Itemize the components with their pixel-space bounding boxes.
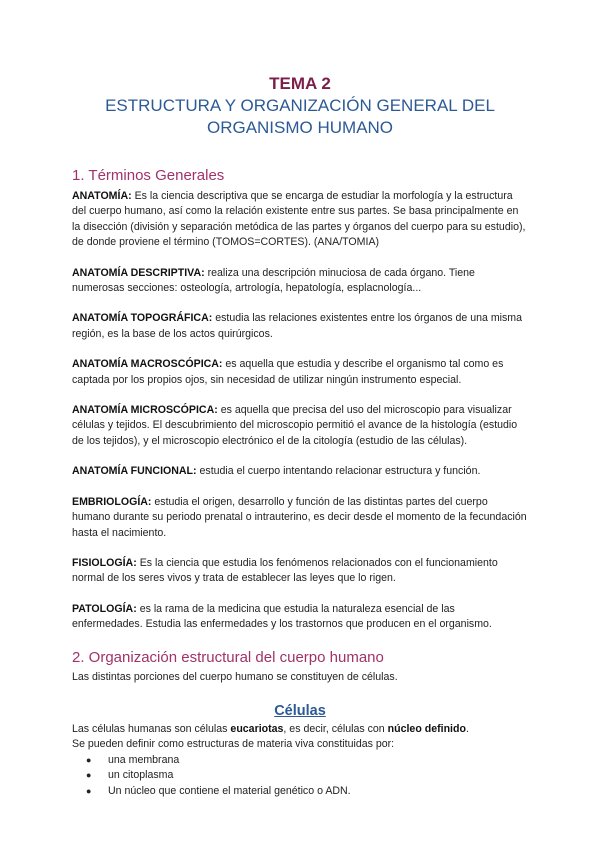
cells-paragraph-2: Se pueden definir como estructuras de materia viva constituidas por: <box>72 738 395 751</box>
term-text: realiza una descripción minuciosa de cada órgano. Tiene numerosas secciones: osteología, artrología, hepatología, esplacnología... <box>72 266 475 295</box>
term-text: estudia el cuerpo intentando relacionar estructura y función. <box>196 465 481 478</box>
term-text: Es la ciencia que estudia los fenómenos relacionados con el funcionamiento normal de los seres vivos y trata de establecer las leyes que lo rigen. <box>72 556 498 585</box>
term-label: EMBRIOLOGÍA: <box>72 495 152 508</box>
term-paragraph <box>72 602 528 633</box>
term-paragraph <box>72 464 528 479</box>
term-text: estudia las relaciones existentes entre los órganos de una misma región, es la base de los actos quirúrgicos. <box>72 312 523 340</box>
cells-text: . <box>465 722 469 735</box>
cells-emphasis-nucleo: núcleo definido <box>387 722 466 735</box>
section-1-heading: 1. Términos Generales <box>72 167 225 184</box>
cells-heading: Células <box>274 702 326 719</box>
section-2-heading: 2. Organización estructural del cuerpo humano <box>72 648 384 666</box>
list-item <box>72 784 528 799</box>
document-subtitle-line-1: ESTRUCTURA Y ORGANIZACIÓN GENERAL DEL <box>105 96 495 115</box>
cells-paragraph-1 <box>72 722 528 737</box>
cells-bullet-list <box>72 753 528 799</box>
document-subtitle-line-2: ORGANISMO HUMANO <box>206 118 394 137</box>
cells-text: , es decir, células con <box>283 722 388 735</box>
term-paragraph <box>72 495 528 541</box>
term-label: PATOLOGÍA: <box>72 602 137 615</box>
term-text: Es la ciencia descriptiva que se encarga de estudiar la morfología y la estructura del cuerpo humano, así como la relación existente entre sus partes. Se basa principalmente en la disección (división y separación metódica de las partes y órganos del cuerpo para su estudio), de donde proviene el término (TOMOS=CORTES). (ANA/TOMIA) <box>72 190 526 249</box>
list-item-text: Un núcleo que contiene el material genético o ADN. <box>108 784 351 797</box>
list-item-text: una membrana <box>108 753 180 766</box>
term-label: ANATOMÍA TOPOGRÁFICA: <box>72 312 213 325</box>
term-paragraph <box>72 556 528 587</box>
list-item <box>72 753 528 768</box>
list-item <box>72 768 528 783</box>
term-label: ANATOMÍA: <box>72 190 132 202</box>
bullet-icon: ● <box>86 770 92 781</box>
list-item-text: un citoplasma <box>108 769 174 782</box>
bullet-icon: ● <box>86 785 92 796</box>
section-2-intro: Las distintas porciones del cuerpo humano se constituyen de células. <box>72 670 398 683</box>
document-title: TEMA 2 <box>269 74 331 93</box>
term-paragraph <box>72 311 528 342</box>
term-label: ANATOMÍA MACROSCÓPICA: <box>72 358 223 371</box>
term-label: ANATOMÍA FUNCIONAL: <box>72 465 197 478</box>
term-paragraph <box>72 403 528 449</box>
bullet-icon: ● <box>86 754 92 765</box>
term-label: ANATOMÍA DESCRIPTIVA: <box>72 266 205 279</box>
term-paragraph <box>72 189 528 251</box>
term-paragraph <box>72 266 528 297</box>
cells-emphasis-eucariotas: eucariotas <box>230 722 284 735</box>
term-paragraph <box>72 357 528 388</box>
term-text: es la rama de la medicina que estudia la naturaleza esencial de las enfermedades. Estudia las enfermedades y los trastornos que producen en el organismo. <box>72 602 492 631</box>
cells-text: Las células humanas son células <box>72 722 231 735</box>
term-text: es aquella que precisa del uso del microscopio para visualizar células y tejidos. El descubrimiento del microscopio permitió el avance de la histología (estudio de los tejidos), y el microscopio electrónico el de la citología (estudio de las células). <box>72 404 518 447</box>
term-text: es aquella que estudia y describe el organismo tal como es captada por los propios ojos, sin necesidad de utilizar ningún instrumento especial. <box>72 358 504 386</box>
term-text: estudia el origen, desarrollo y función de las distintas partes del cuerpo humano durante su periodo prenatal o intrauterino, es decir desde el momento de la fecundación hasta el nacimiento. <box>72 495 527 539</box>
term-label: ANATOMÍA MICROSCÓPICA: <box>72 404 218 417</box>
term-label: FISIOLOGÍA: <box>72 556 137 569</box>
